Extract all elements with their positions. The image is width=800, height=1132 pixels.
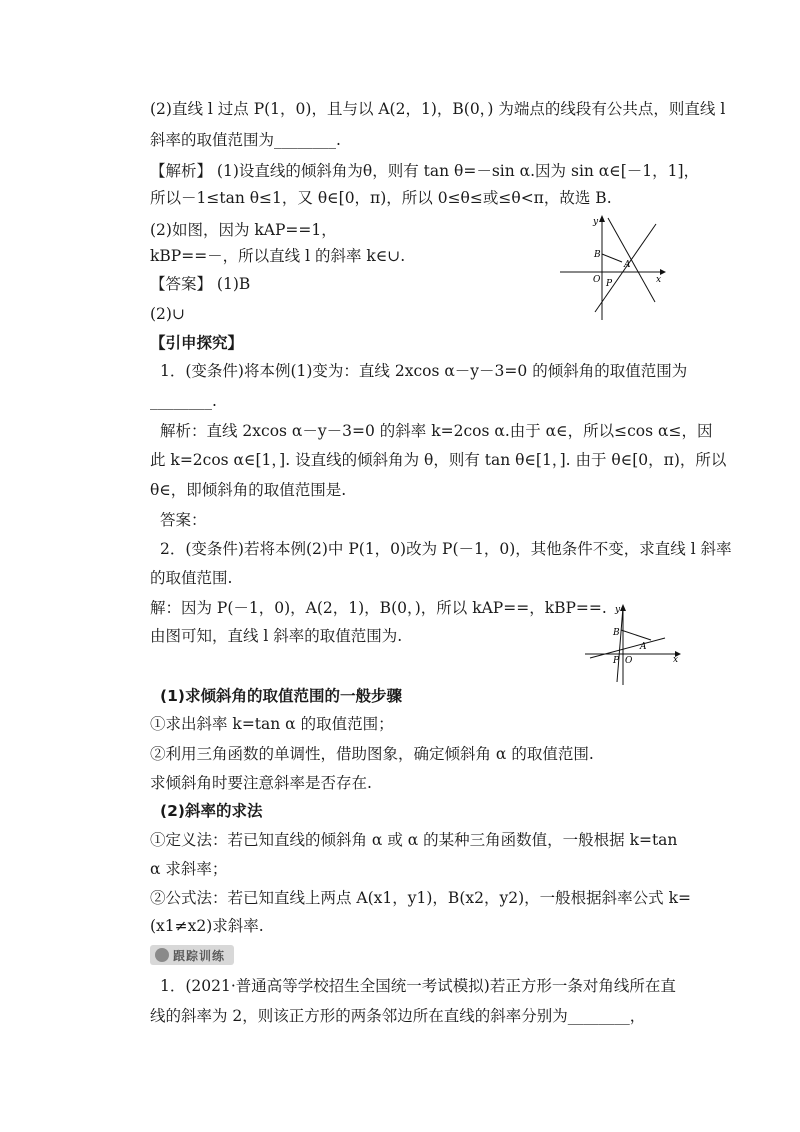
line-22: 求倾斜角时要注意斜率是否存在. <box>150 774 372 792</box>
line-29: 线的斜率为 2，则该正方形的两条邻边所在直线的斜率分别为________， <box>150 1007 646 1025</box>
line-through-b <box>617 607 623 682</box>
fig1-label-p: P <box>606 279 613 289</box>
line-14: 答案： <box>160 511 207 529</box>
line-21: ②利用三角函数的单调性，借助图象，确定倾斜角 α 的取值范围. <box>150 745 594 763</box>
segment-ab <box>602 254 622 262</box>
fig1-label-b: B <box>594 250 601 260</box>
line-19: (1)求倾斜角的取值范围的一般步骤 <box>160 687 402 705</box>
segment-ab <box>621 630 651 640</box>
line-20: ①求出斜率 k=tan α 的取值范围； <box>150 715 394 733</box>
badge-label: 跟踪训练 <box>173 948 226 963</box>
pencil-check-icon <box>155 948 169 962</box>
line-17: 解：因为 P(－1，0)，A(2，1)，B(0，)，所以 kAP==，kBP==. <box>150 599 607 617</box>
line-8: 【引申探究】 <box>150 334 244 352</box>
line-through-a <box>590 638 665 658</box>
practice-badge <box>150 945 234 965</box>
line-7: (2)∪ <box>150 305 185 323</box>
line-2: 【解析】 (1)设直线的倾斜角为θ，则有 tan θ=－sin α.因为 sin α∈[－1，1]， <box>150 162 700 180</box>
line-10: ________. <box>150 392 217 410</box>
line-16: 的取值范围. <box>150 569 233 587</box>
line-27: (x1≠x2)求斜率. <box>150 917 264 935</box>
figure-1 <box>560 212 670 322</box>
fig1-label-o: O <box>593 275 601 285</box>
line-1: 斜率的取值范围为________. <box>150 131 341 149</box>
line-6: 【答案】 (1)B <box>150 275 251 293</box>
line-18: 由图可知，直线 l 斜率的取值范围为. <box>150 627 403 645</box>
line-5: kBP==－，所以直线 l 的斜率 k∈∪. <box>150 247 406 265</box>
line-26: ②公式法：若已知直线上两点 A(x1，y1)，B(x2，y2)，一般根据斜率公式 k= <box>150 889 691 907</box>
line-28: 1．(2021·普通高等学校招生全国统一考试模拟)若正方形一条对角线所在直 <box>160 977 676 995</box>
line-23: (2)斜率的求法 <box>160 802 263 820</box>
fig1-label-x: x <box>656 275 662 285</box>
line-15: 2．(变条件)若将本例(2)中 P(1，0)改为 P(－1，0)，其他条件不变，求直线 l 斜率 <box>160 540 732 558</box>
line-9: 1．(变条件)将本例(1)变为：直线 2xcos α－y－3=0 的倾斜角的取值范围为 <box>160 362 688 380</box>
fig2-label-o: O <box>625 656 633 666</box>
line-11: 解析：直线 2xcos α－y－3=0 的斜率 k=2cos α.由于 α∈，所以≤cos α≤，因 <box>160 422 713 440</box>
fig2-label-p: P <box>613 656 620 666</box>
line-13: θ∈，即倾斜角的取值范围是. <box>150 481 347 499</box>
y-arrow <box>620 604 626 611</box>
line-24: ①定义法：若已知直线的倾斜角 α 或 α 的某种三角函数值，一般根据 k=tan <box>150 831 678 849</box>
figure-1-svg <box>560 212 670 322</box>
fig2-label-b: B <box>613 628 620 638</box>
line-3: 所以－1≤tan θ≤1，又 θ∈[0，π)，所以 0≤θ≤或≤θ<π，故选 B. <box>150 189 612 207</box>
fig1-label-a: A <box>624 260 631 270</box>
y-arrow <box>599 215 605 222</box>
fig2-label-y: y <box>615 605 621 615</box>
fig2-label-a: A <box>640 642 647 652</box>
figure-2-svg <box>585 602 685 687</box>
line-4: (2)如图，因为 kAP==1， <box>150 221 337 239</box>
line-0: (2)直线 l 过点 P(1，0)，且与以 A(2，1)，B(0，) 为端点的线段有公共点，则直线 l <box>150 100 726 118</box>
figure-2 <box>585 602 685 687</box>
line-25: α 求斜率； <box>150 860 228 878</box>
fig1-label-y: y <box>593 217 599 227</box>
line-12: 此 k=2cos α∈[1，]. 设直线的倾斜角为 θ，则有 tan θ∈[1，]. 由于 θ∈[0，π)，所以 <box>150 451 727 469</box>
fig2-label-x: x <box>673 655 679 665</box>
